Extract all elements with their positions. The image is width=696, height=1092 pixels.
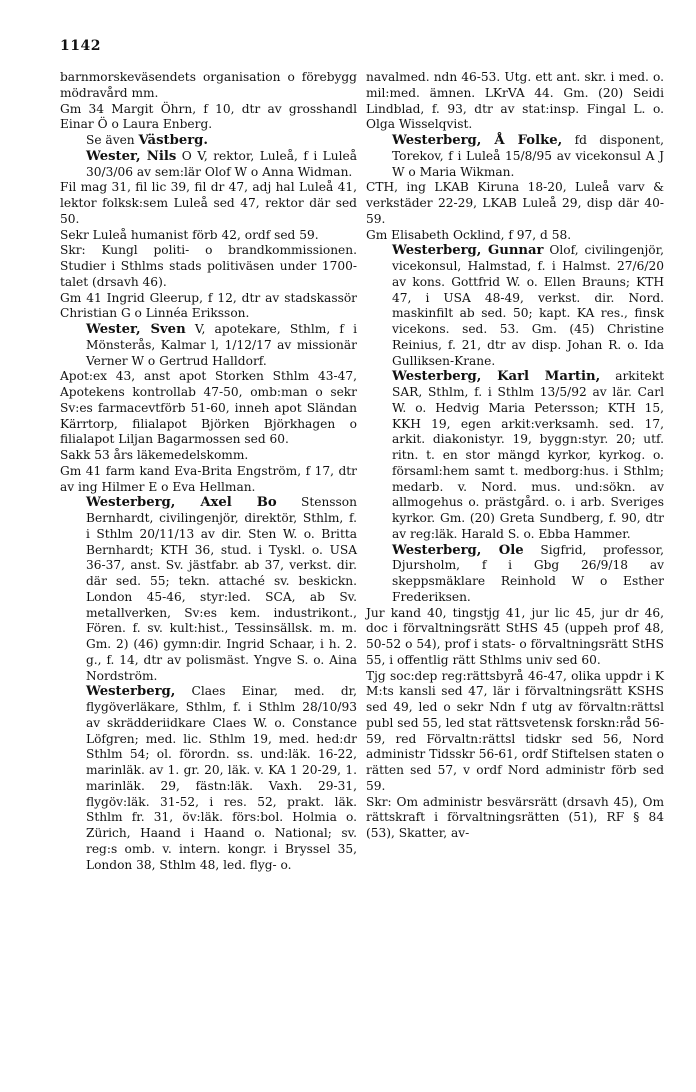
entry-name: Westerberg, Axel Bo — [86, 495, 277, 511]
entry-text: CTH, ing LKAB Kiruna 18-20, Luleå varv & verkstäder 22-29, LKAB Luleå 29, disp där 40-59. — [366, 180, 664, 226]
entry-heading — [60, 495, 357, 684]
entry-name: Westerberg, Karl Martin, — [392, 369, 601, 385]
entry-heading-text: V, apotekare, Sthlm, f i Mönsterås, Kalmar l, 1/12/17 av missionär Verner W o Gertrud Halldorf. — [86, 322, 357, 368]
entry-heading-text: Olof, civilingenjör, vicekonsul, Halmstad, f. i Halmst. 27/6/20 av kons. Gottfrid W. o. Ellen Brauns; KTH 47, i USA 48-49, verkst. dir. Nord. maskinfilt ab sed. 50; kapt. KA res., finsk vicekons. sed. 53. Gm. (45) Christine Reinius, f. 21, dtr av disp. Johan R. o. Ida Gulliksen-Krane. — [392, 243, 664, 368]
entry-heading — [60, 684, 357, 873]
entry-heading — [60, 322, 357, 369]
entry-heading — [366, 369, 664, 542]
entry-heading — [60, 149, 357, 181]
entry-name: Wester, Nils — [86, 148, 177, 164]
entry-text: Sekr Luleå humanist förb 42, ordf sed 59. — [60, 227, 319, 242]
entry-heading-text: arkitekt SAR, Sthlm, f. i Sthlm 13/5/92 av lär. Carl W. o. Hedvig Maria Petersson; KTH 15, KKH 19, egen arkit:verksamh. sed. 17, arkit. diakonistyr. 19, byggn:styr. 20; utf. ritn. t. en stor mängd kyrkor, kyrkog. o. församl:hem samt t. medborg:hus. i Sthlm; medarb. v. Nord. mus. und:sökn. av allmogehus o. prästgård. o. i arb. Sveriges kyrkor. Gm. (20) Greta Sundberg, f. 90, dtr av reg:läk. Harald S. o. Ebba Hammer. — [392, 369, 664, 541]
page-number: 1142 — [60, 38, 101, 54]
entry-text: Jur kand 40, tingstjg 41, jur lic 45, jur dr 46, doc i förvaltningsrätt StHS 45 (uppeh prof 48, 50-52 o 54), prof i stats- o förvaltningsrätt StHS 55, i offentlig rätt Sthlms univ sed 60. — [366, 605, 664, 667]
entry-heading-text: fd disponent, Torekov, f i Luleå 15/8/95 av vicekonsul A J W o Maria Wikman. — [392, 133, 664, 179]
entry-text: Gm 41 farm kand Eva-Brita Engström, f 17, dtr av ing Hilmer E o Eva Hellman. — [60, 463, 357, 494]
entry-text: Tjg soc:dep reg:rättsbyrå 46-47, olika uppdr i K M:ts kansli sed 47, lär i förvaltningsrätt KSHS sed 49, led o sekr Ndn f utg av förvaltn:rättsl publ sed 55, led stat rättsvetensk forskn:råd 56-59, red Förvaltn:rättsl tidskr sed 56, Nord administr Tidsskr 56-61, ordf Stiftelsen staten o rätten sed 57, v ordf Nord administr förb sed 59. — [366, 668, 664, 793]
entry-heading — [366, 243, 664, 369]
entry-name: Westerberg, Å Folke, — [392, 133, 563, 148]
entry-text: Gm 41 Ingrid Gleerup, f 12, dtr av stadskassör Christian G o Linnéa Eriksson. — [60, 290, 357, 321]
entry-heading-text: Claes Einar, med. dr, flygöverläkare, Sthlm, f. i Sthlm 28/10/93 av skrädderiidkare Claes W. o. Constance Löfgren; med. lic. Sthlm 19, med. hed:dr Sthlm 54; ol. förordn. ss. und:läk. 16-22, marinläk. av 1. gr. 20, läk. v. KA 1 20-29, 1. marinläk. 29, fästn:läk. Vaxh. 29-31, flygöv:läk. 31-52, i res. 52, prakt. läk. Sthlm fr. 31, öv:läk. förs:bol. Holmia o. Zürich, Haand i Haand o. National; sv. reg:s omb. v. intern. kongr. i Bryssel 35, London 38, Sthlm 48, led. flyg- o. — [86, 684, 357, 872]
entry-heading — [366, 543, 664, 606]
entry-text: barnmorskeväsendets organisation o förebygg mödravård mm. — [60, 70, 357, 100]
entry-text: Gm 34 Margit Öhrn, f 10, dtr av grosshandl Einar Ö o Laura Enberg. — [60, 101, 357, 132]
entry-text: Skr: Om administr besvärsrätt (drsavh 45), Om rättskraft i förvaltningsrätten (51), RF § 84 (53), Skatter, av- — [366, 794, 664, 840]
entry-name: Westerberg, Gunnar — [392, 243, 544, 259]
entry-name: Westerberg, — [86, 684, 176, 700]
entry-text: Apot:ex 43, anst apot Storken Sthlm 43-47, Apotekens kontrollab 47-50, omb:man o sekr Sv:es farmacevtförb 51-60, inneh apot Sländan Kärrtorp, filialapot Björken Björkhagen o filialapot Liljan Bagarmossen sed 60. — [60, 369, 357, 447]
entry-heading-text: Sigfrid, professor, Djursholm, f i Gbg 26/9/18 av skeppsmäklare Reinhold W o Esther Frederiksen. — [392, 542, 664, 604]
entry-text: navalmed. ndn 46-53. Utg. ett ant. skr. i med. o. mil:med. ämnen. LKrVA 44. Gm. (20) Seidi Lindblad, f. 93, dtr av stat:insp. Fingal L. o. Olga Wisselqvist. — [366, 70, 664, 132]
entry-name: Westerberg, Ole — [392, 542, 524, 558]
entry-text: Fil mag 31, fil lic 39, fil dr 47, adj hal Luleå 41, lektor folksk:sem Luleå sed 47, rektor där sed 50. — [60, 180, 357, 226]
see-also-prefix: Se även — [86, 133, 139, 147]
entry-text: Skr: Kungl politi- o brandkommissionen. Studier i Sthlms stads politiväsen under 1700-talet (drsavh 46). — [60, 243, 357, 289]
left-column — [60, 70, 357, 873]
entry-heading — [366, 133, 664, 180]
see-also-name: Västberg. — [138, 133, 208, 148]
right-column — [366, 70, 664, 842]
see-also-reference — [60, 133, 357, 149]
entry-text: Sakk 53 års läkemedelskomm. — [60, 448, 249, 462]
entry-text: Gm Elisabeth Ocklind, f 97, d 58. — [366, 227, 572, 242]
entry-heading-text: Stensson Bernhardt, civilingenjör, direktör, Sthlm, f. i Sthlm 20/11/13 av dir. Sten W. o. Britta Bernhardt; KTH 36, stud. i Tyskl. o. USA 36-37, anst. Sv. jästfabr. ab 37, verkst. dir. där sed. 55; tekn. attaché sv. beskickn. London 45-46, styr:led. SCA, ab Sv. metallverken, Sv:es kem. industrikont., Fören. f. sv. kult:hist., Tessinsällsk. m. m. Gm. 2) (46) gymn:dir. Ingrid Schaar, i h. 2. g., f. 14, dtr av polismäst. Yngve S. o. Aina Nordström. — [86, 495, 357, 683]
entry-name: Wester, Sven — [86, 322, 186, 337]
entry-heading-text: O V, rektor, Luleå, f i Luleå 30/3/06 av sem:lär Olof W o Anna Widman. — [86, 148, 358, 179]
